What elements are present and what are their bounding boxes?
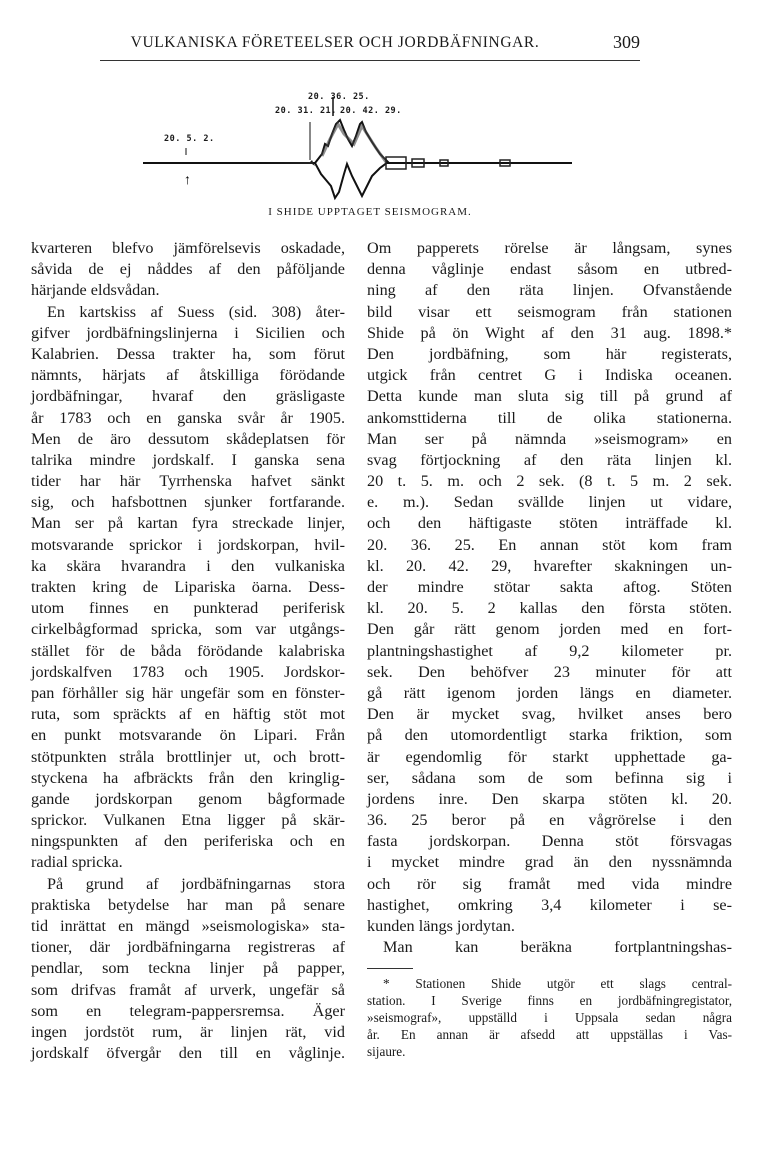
- text-line: 36. 25 beror på en vågrörelse i den: [367, 811, 732, 830]
- running-title: VULKANISKA FÖRETEELSER OCH JORDBÄFNINGAR.: [130, 34, 540, 51]
- text-line: plantningshastighet af 9,2 kilometer pr.: [367, 641, 732, 660]
- text-line: Kalabrien. Dessa trakter ha, som förut: [31, 344, 345, 363]
- text-line: och rör sig framåt med vida mindre: [367, 874, 732, 893]
- text-line: der mindre stötar sakta aftog. Stöten: [367, 578, 732, 596]
- text-line: och den häftigaste stöten inträffade kl.: [367, 514, 732, 533]
- text-line: gande jordskorpan genom bågformade: [31, 789, 345, 808]
- text-line: cirkelbågformad spricka, som var utgångs-: [31, 620, 345, 639]
- text-line: Den är mycket svag, hvilket anses bero: [367, 705, 732, 724]
- text-line: Man ser på kartan fyra streckade linjer,: [31, 514, 345, 533]
- footnote-line: år. En annan är afsedd att uppställas i Vas-: [367, 1027, 732, 1043]
- text-line: sprickor. Vulkanen Etna ligger på skär-: [31, 811, 345, 830]
- text-line: nämnts, härjats af åtskilliga förödande: [31, 366, 345, 385]
- text-line: En kartskiss af Suess (sid. 308) åter-: [47, 302, 345, 321]
- text-line: ankomsttiderna till de olika stationerna.: [367, 408, 732, 427]
- text-line: praktiska betydelse har man på senare: [31, 895, 345, 914]
- text-line: ka skära hvarandra i den vulkaniska: [31, 556, 345, 575]
- text-line: svag förtjockning af den räta linjen kl.: [367, 450, 732, 469]
- text-line: styckena ha afbräckts från den kringlig-: [31, 768, 345, 787]
- figure-caption: I SHIDE UPPTAGET SEISMOGRAM.: [268, 206, 472, 218]
- text-line: gå rätt igenom jorden längs en diameter.: [367, 683, 732, 702]
- text-line: radial spricka.: [31, 853, 123, 872]
- text-line: stället för de båda förödande kalabriska: [31, 641, 345, 660]
- right-column: [367, 238, 732, 1060]
- text-line: ser, sådana som de som befinna sig i: [367, 768, 732, 787]
- text-line: jordskalfven 1783 och 1905. Jordskor-: [31, 662, 345, 681]
- text-line: pan förhåller sig här ungefär som en fönster-: [31, 683, 345, 702]
- text-line: Man kan beräkna fortplantningshas-: [383, 938, 732, 957]
- text-line: en punkt motsvarande ön Lipari. Från: [31, 726, 345, 745]
- footnote-line: sijaure.: [367, 1044, 406, 1060]
- text-line: ingen jordstöt rum, är linjen rät, vid: [31, 1022, 345, 1041]
- text-line: jordens inre. Den skarpa stöten kl. 20.: [367, 789, 732, 808]
- text-line: Man ser på nämnda »seismogram» en: [367, 429, 732, 448]
- text-line: ruta, som spräckts af en häftig stöt mot: [31, 705, 345, 724]
- text-line: fasta jordskorpan. Denna stöt försvagas: [367, 832, 732, 851]
- text-line: e. m.). Sedan svällde linjen ut vidare,: [367, 493, 732, 512]
- arrow-icon: ↑: [184, 173, 191, 188]
- text-line: pendlar, som teckna linjer på papper,: [31, 959, 345, 978]
- text-line: kvarteren blefvo jämförelsevis oskadade,: [31, 239, 345, 257]
- text-line: som drifvas framåt af urverk, ungefär så: [31, 980, 345, 999]
- footnote-line: station. I Sverige finns en jordbäfningregistator,: [367, 993, 732, 1009]
- text-line: ningspunkten af den periferiska och en: [31, 832, 345, 851]
- left-column: [31, 238, 345, 1064]
- text-line: På grund af jordbäfningarnas stora: [47, 874, 345, 893]
- page-header: [100, 34, 640, 61]
- footnote-line: »seismograf», uppställd i Uppsala sedan några: [367, 1010, 732, 1026]
- text-line: sig, och hafsbottnen sjunker fortfarande.: [31, 493, 345, 512]
- text-line: Om papperets rörelse är långsam, synes: [367, 239, 732, 257]
- label-first-shock: 20. 5. 2.: [164, 134, 215, 144]
- page-number: 309: [613, 32, 640, 52]
- text-line: bild visar ett seismogram från stationen: [367, 302, 732, 321]
- text-line: 20 t. 5. m. och 2 sek. (8 t. 5 m. 2 sek.: [367, 472, 732, 491]
- text-line: år 1783 och en ganska svår år 1905.: [31, 408, 345, 427]
- text-line: talrika mindre jordskalf. I ganska sena: [31, 450, 345, 469]
- text-line: jordskalf öfvergår den till en våglinje.: [31, 1044, 345, 1063]
- text-line: kl. 20. 5. 2 kallas den första stöten.: [367, 599, 732, 618]
- text-line: ning af den räta linjen. Ofvanstående: [367, 281, 732, 300]
- text-line: är egendomlig för starkt upphettade ga-: [367, 747, 732, 766]
- text-line: härjande eldsvådan.: [31, 281, 160, 300]
- text-line: på den utomordentligt starka friktion, som: [367, 726, 732, 745]
- text-line: Den jordbäfning, som här registerats,: [367, 344, 732, 363]
- text-line: Shide på ön Wight af den 31 aug. 1898.*: [367, 323, 732, 342]
- text-line: utom finnes en punkterad periferisk: [31, 599, 345, 618]
- text-line: hastighet, omkring 3,4 kilometer i se-: [367, 895, 732, 914]
- text-line: Men de äro dessutom skådeplatsen för: [31, 429, 345, 448]
- text-line: 20. 36. 25. En annan stöt kom fram: [367, 535, 732, 554]
- footnote: [367, 975, 732, 1060]
- footnote-line: * Stationen Shide utgör ett slags central-: [383, 976, 732, 992]
- text-line: tider har här Tyrrhenska hafvet sänkt: [31, 472, 345, 491]
- label-t2: 20. 42. 29.: [340, 106, 402, 116]
- label-t1: 20. 31. 21.: [275, 106, 337, 116]
- text-line: jordbäfningar, hvaraf den gräsligaste: [31, 387, 345, 406]
- footnote-rule: [367, 968, 413, 969]
- text-line: denna våglinje endast såsom en utbred-: [367, 260, 732, 279]
- seismogram-figure: [140, 84, 600, 224]
- seismogram-trace: [140, 84, 600, 204]
- text-line: kunden längs jordytan.: [367, 917, 515, 935]
- text-line: kl. 20. 42. 29, hvarefter skakningen un-: [367, 556, 732, 575]
- text-line: såvida de ej nåddes af den påföljande: [31, 260, 345, 279]
- text-line: stötpunkten stråla brottlinjer ut, och brott-: [31, 747, 345, 766]
- text-line: utgick från centret G i Indiska oceanen.: [367, 366, 732, 385]
- text-line: Detta kunde man sluta sig till på grund af: [367, 387, 732, 406]
- text-line: motsvarande sprickor i jordskorpan, hvil-: [31, 535, 345, 554]
- label-peak: 20. 36. 25.: [308, 92, 370, 102]
- text-line: som en telegram-pappersremsa. Äger: [31, 1001, 345, 1020]
- text-line: trakten kring de Lipariska öarna. Dess-: [31, 578, 345, 596]
- text-line: gifver jordbäfningslinjerna i Sicilien och: [31, 323, 345, 342]
- text-line: tid inrättat en mängd »seismologiska» sta-: [31, 917, 345, 935]
- text-line: Den går rätt genom jorden med en fort-: [367, 620, 732, 639]
- text-line: sek. Den behöfver 23 minuter för att: [367, 662, 732, 681]
- text-line: tioner, där jordbäfningarna registreras af: [31, 938, 345, 957]
- text-line: i mycket mindre grad än den nyssnämnda: [367, 853, 732, 872]
